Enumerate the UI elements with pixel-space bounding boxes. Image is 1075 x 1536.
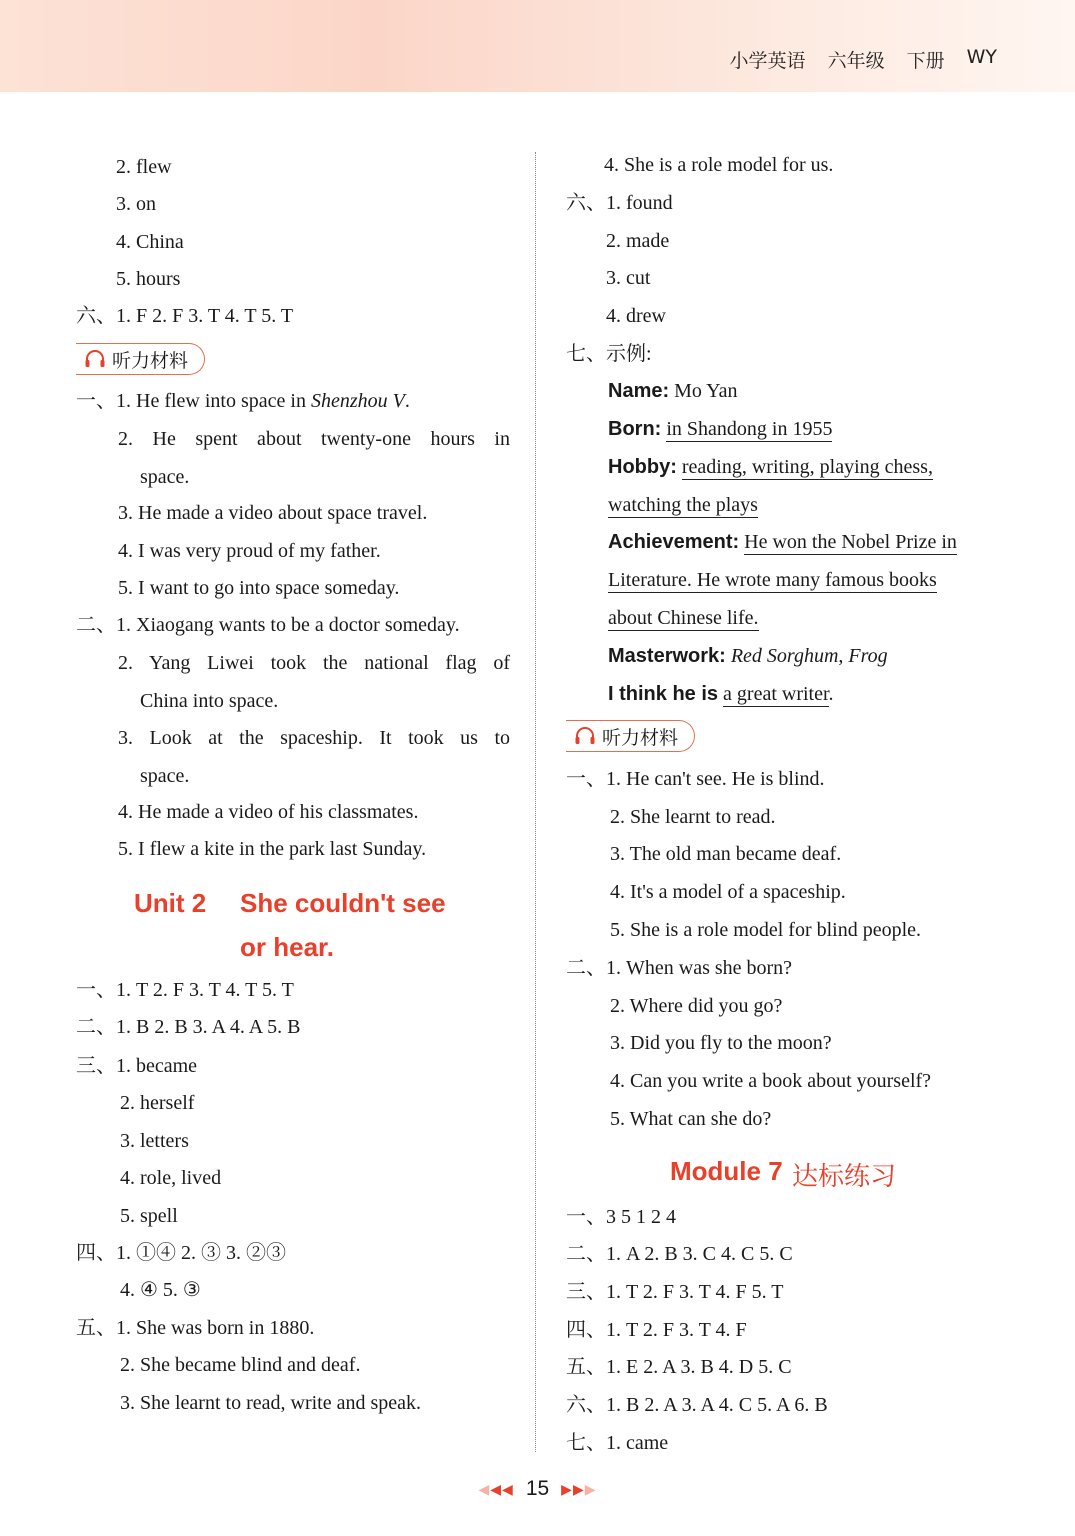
module-title: 达标练习 — [792, 1162, 897, 1192]
listening-material-tag — [76, 343, 205, 375]
transcript-line: 3. Did you fly to the moon? — [610, 1032, 832, 1054]
transcript-line: 2. She learnt to read. — [610, 806, 776, 828]
answer-line: 5. hours — [116, 268, 181, 290]
listening-material-label: 听力材料 — [602, 726, 679, 749]
transcript-line: 4. Can you write a book about yourself? — [610, 1070, 932, 1092]
left-arrows-icon: ◀◀◀ — [478, 1480, 514, 1497]
unit-title-cont: or hear. — [240, 932, 334, 962]
answer-line: 3. She learnt to read, write and speak. — [120, 1392, 422, 1414]
answer-line: 六、1. found — [566, 192, 673, 214]
transcript-line: 5. I flew a kite in the park last Sunday. — [118, 838, 427, 860]
answer-line: 一、1. T 2. F 3. T 4. T 5. T — [76, 979, 294, 1001]
transcript-line: 3. The old man became deaf. — [610, 843, 842, 865]
answer-line: 七、1. came — [566, 1432, 669, 1454]
transcript-line: 2. Yang Liwei took the national flag of — [118, 652, 510, 674]
answer-line: 四、1. ①④ 2. ③ 3. ②③ — [76, 1242, 286, 1264]
answer-line: 3. letters — [120, 1130, 189, 1152]
profile-name: Name: Mo Yan — [608, 380, 738, 402]
answer-line: 二、1. A 2. B 3. C 4. C 5. C — [566, 1243, 793, 1265]
right-arrows-icon: ▶▶▶ — [561, 1480, 597, 1497]
transcript-line: space. — [140, 765, 190, 787]
listening-material-label: 听力材料 — [112, 349, 189, 372]
transcript-line: 5. She is a role model for blind people. — [610, 919, 922, 941]
profile-masterwork: Masterwork: Red Sorghum, Frog — [608, 645, 888, 667]
unit-number: Unit 2 — [134, 888, 207, 918]
answer-line: 五、1. She was born in 1880. — [76, 1317, 315, 1339]
transcript-line: 5. I want to go into space someday. — [118, 577, 400, 599]
headphones-icon — [574, 727, 596, 745]
listening-material-tag — [566, 720, 695, 752]
transcript-line: 3. He made a video about space travel. — [118, 502, 428, 524]
answer-line: 六、1. F 2. F 3. T 4. T 5. T — [76, 305, 294, 327]
page-number: 15 — [525, 1477, 550, 1500]
answer-line: 4. role, lived — [120, 1167, 222, 1189]
answer-line: 4. drew — [606, 305, 666, 327]
transcript-line: 2. He spent about twenty-one hours in — [118, 428, 510, 450]
profile-opinion: I think he is a great writer. — [608, 683, 834, 705]
grade: 六年级 — [827, 50, 885, 72]
profile-hobby-cont: watching the plays — [608, 494, 758, 516]
column-divider — [535, 152, 536, 1452]
profile-achievement-cont: about Chinese life. — [608, 607, 759, 629]
answer-line: 三、1. T 2. F 3. T 4. F 5. T — [566, 1281, 784, 1303]
answer-line: 2. She became blind and deaf. — [120, 1354, 361, 1376]
transcript-line: 4. It's a model of a spaceship. — [610, 881, 846, 903]
transcript-line: 5. What can she do? — [610, 1108, 772, 1130]
transcript-line: 一、1. He can't see. He is blind. — [566, 768, 825, 790]
answer-line: 四、1. T 2. F 3. T 4. F — [566, 1319, 747, 1341]
answer-line: 2. herself — [120, 1092, 195, 1114]
answer-line: 七、示例: — [566, 343, 652, 365]
headphones-icon — [84, 350, 106, 368]
transcript-line: space. — [140, 466, 190, 488]
book-meta — [730, 46, 997, 73]
answer-line: 4. She is a role model for us. — [604, 154, 834, 176]
answer-line: 4. China — [116, 231, 184, 253]
answer-line: 3. cut — [606, 267, 651, 289]
edition: WY — [966, 46, 997, 68]
answer-line: 五、1. E 2. A 3. B 4. D 5. C — [566, 1356, 792, 1378]
profile-achievement-cont: Literature. He wrote many famous books — [608, 569, 937, 591]
transcript-line: 一、1. He flew into space in Shenzhou V. — [76, 390, 410, 412]
transcript-line: 2. Where did you go? — [610, 995, 783, 1017]
answer-line: 二、1. B 2. B 3. A 4. A 5. B — [76, 1016, 301, 1038]
answer-line: 2. flew — [116, 156, 172, 178]
subject: 小学英语 — [729, 50, 806, 72]
answer-line: 三、1. became — [76, 1055, 198, 1077]
transcript-line: 二、1. Xiaogang wants to be a doctor someday. — [76, 614, 460, 636]
transcript-line: 4. He made a video of his classmates. — [118, 801, 419, 823]
module-number: Module 7 — [670, 1156, 783, 1186]
unit-title: She couldn't see — [240, 888, 446, 918]
volume: 下册 — [906, 50, 945, 72]
page-footer — [0, 1474, 1075, 1504]
answer-line: 5. spell — [120, 1205, 178, 1227]
transcript-line: 3. Look at the spaceship. It took us to — [118, 727, 510, 749]
answer-line: 六、1. B 2. A 3. A 4. C 5. A 6. B — [566, 1394, 828, 1416]
transcript-line: China into space. — [140, 690, 279, 712]
answer-line: 4. ④ 5. ③ — [120, 1279, 201, 1301]
transcript-line: 二、1. When was she born? — [566, 957, 793, 979]
profile-hobby: Hobby: reading, writing, playing chess, — [608, 456, 933, 478]
profile-born: Born: in Shandong in 1955 — [608, 418, 833, 440]
answer-line: 2. made — [606, 230, 670, 252]
answer-line: 一、3 5 1 2 4 — [566, 1206, 676, 1228]
answer-line: 3. on — [116, 193, 156, 215]
profile-achievement: Achievement: He won the Nobel Prize in — [608, 531, 957, 553]
transcript-line: 4. I was very proud of my father. — [118, 540, 381, 562]
